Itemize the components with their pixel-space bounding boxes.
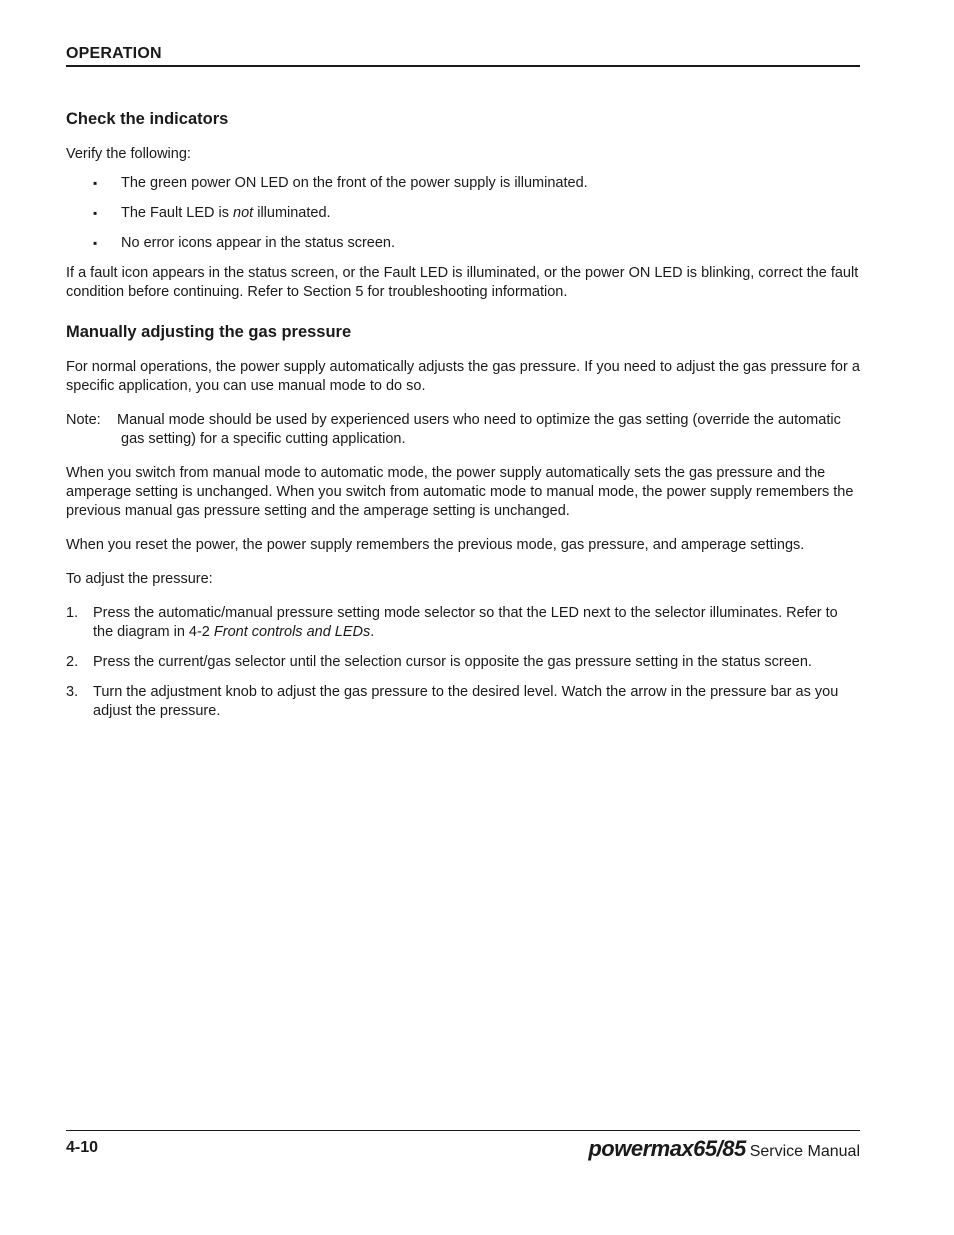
list-item <box>66 204 860 223</box>
indicators-heading: Check the indicators <box>66 110 229 128</box>
page-header <box>66 44 860 67</box>
gas-paragraph-2: When you switch from manual mode to automatic mode, the power supply automatically sets the gas pressure and the amperage setting is unchanged. When you switch from automatic mode to manual mode, the power supply remembers the previous manual gas pressure setting and the amperage setting is unchanged. <box>66 465 854 519</box>
bullet-marker: ▪ <box>93 206 98 220</box>
note-label: Note: <box>66 412 101 428</box>
step-number: 2. <box>66 654 79 670</box>
brand-suffix: Service Manual <box>749 1143 860 1160</box>
steps-list <box>66 604 860 721</box>
indicators-list <box>66 174 860 253</box>
step-item <box>66 683 860 721</box>
step-item <box>66 653 860 672</box>
indicators-intro: Verify the following: <box>66 146 191 162</box>
step-text-after: . <box>370 624 375 640</box>
gas-heading: Manually adjusting the gas pressure <box>66 323 352 341</box>
list-item <box>66 234 860 253</box>
brand <box>588 1136 860 1162</box>
step-number: 1. <box>66 605 79 621</box>
list-item <box>66 174 860 193</box>
note-text: Manual mode should be used by experienced users who need to optimize the gas setting (override the automatic gas setting) for a specific cutting application. <box>117 412 841 447</box>
step-text-before: Turn the adjustment knob to adjust the gas pressure to the desired level. Watch the arrow in the pressure bar as you adjust the pressure. <box>93 684 839 719</box>
list-item-text-before: The Fault LED is <box>121 205 234 221</box>
gas-paragraph-1: For normal operations, the power supply automatically adjusts the gas pressure. If you need to adjust the gas pressure for a specific application, you can use manual mode to do so. <box>66 359 860 394</box>
gas-paragraph-4: To adjust the pressure: <box>66 571 213 587</box>
page-content <box>66 108 860 732</box>
note-block <box>66 411 860 449</box>
list-item-text: The green power ON LED on the front of the power supply is illuminated. <box>121 175 588 191</box>
step-text-before: Press the automatic/manual pressure setting mode selector so that the LED next to the selector illuminates. Refer to the diagram in 4-2 <box>93 605 838 640</box>
section-title: OPERATION <box>66 45 162 62</box>
brand-logo: powermax65/85 <box>588 1136 746 1161</box>
page-footer <box>66 1130 860 1171</box>
bullet-marker: ▪ <box>93 176 98 190</box>
gas-section <box>66 321 860 343</box>
indicators-section <box>66 108 860 130</box>
step-emphasis: Front controls and LEDs <box>213 624 371 640</box>
bullet-marker: ▪ <box>93 236 98 250</box>
page-number: 4-10 <box>66 1139 99 1156</box>
gas-paragraph-3: When you reset the power, the power supply remembers the previous mode, gas pressure, and amperage settings. <box>66 537 805 553</box>
list-item-emphasis: not <box>233 205 254 221</box>
step-text-before: Press the current/gas selector until the selection cursor is opposite the gas pressure setting in the status screen. <box>93 654 812 670</box>
list-item-text: No error icons appear in the status screen. <box>121 235 396 251</box>
list-item-text-after: illuminated. <box>253 205 331 221</box>
step-item <box>66 604 860 642</box>
indicators-followup: If a fault icon appears in the status screen, or the Fault LED is illuminated, or the power ON LED is blinking, correct the fault condition before continuing. Refer to Section 5 for troubleshooting information. <box>66 265 859 300</box>
step-number: 3. <box>66 684 79 700</box>
